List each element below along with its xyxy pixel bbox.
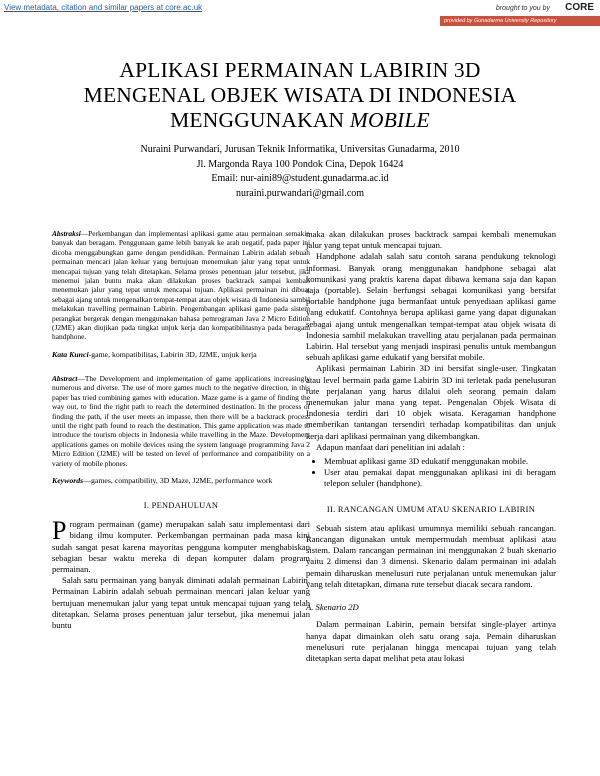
paper-title xyxy=(40,58,560,133)
title-line-3-plain: MENGGUNAKAN xyxy=(170,108,350,132)
title-line-3 xyxy=(40,108,560,133)
right-paragraph-manfaat: Adapun manfaat dari penelitian ini adalah : xyxy=(316,441,465,452)
abstract-label: Abstract xyxy=(52,373,78,383)
abstrak-label: Abstraksi xyxy=(52,229,81,238)
intro-paragraph-2: Salah satu permainan yang banyak diminati adalah permainan Labirin. Permainan Labirin adalah sebuah permainan mencari jalan keluar yang bertujuan menemukan jalur yang tepat untuk mencapai tujuan yang telah ditetapkan. Selama proses penentuan jalur tersebut, jika menemui jalan buntu xyxy=(52,575,310,630)
core-logo[interactable]: CORE xyxy=(565,2,594,13)
benefit-item-2: • User atau pemakai dapat menggunakan aplikasi ini di beragam telepon seluler (handphone). xyxy=(324,467,556,489)
title-line-3-italic: MOBILE xyxy=(349,108,430,132)
keywords-text: —games, compatibility, 3D Maze, J2ME, performance work xyxy=(83,475,273,485)
title-line-1: APLIKASI PERMAINAN LABIRIN 3D xyxy=(119,58,481,82)
rancangan-paragraph: Sebuah sistem atau aplikasi umumnya memiliki sebuah rancangan. Rancangan digunakan untuk mempermudah membuat aplikasi atau sistem. Dalam rancangan permainan ini menggunakan 2 buah skenario yaitu 2 dimensi dan 3 dimensi. Skenario dalam permainan ini adalah pemain diharuskan menelusuri rute perjalanan untuk menemukan jalur yang telah ditetapkan, dimana rute tersebut diacak secara random. xyxy=(306,522,556,589)
benefit-list xyxy=(306,456,556,490)
benefit-item-1: • Membuat aplikasi game 3D edukatif menggunakan mobile. xyxy=(324,456,556,467)
kata-kunci xyxy=(52,350,310,360)
author-email-2: nuraini.purwandari@gmail.com xyxy=(235,187,365,199)
right-paragraph-0: maka akan dilakukan proses backtrack sampai kembali menemukan jalur yang tepat untuk mencapai tujuan. xyxy=(306,229,556,251)
skenario-2d-paragraph: Dalam permainan Labirin, pemain bersifat single-player artinya hanya dapat dimainkan oleh satu orang saja. Pemain diharuskan menelusuri rute perjalanan hingga mencapai tujuan yang telah ditetapkan serta dapat melihat peta atau lokasi xyxy=(306,619,556,663)
abstrak xyxy=(52,229,310,342)
intro-paragraph-1 xyxy=(52,516,310,575)
author-affiliation: Nuraini Purwandari, Jurusan Teknik Informatika, Universitas Gunadarma, 2010 xyxy=(140,144,460,155)
title-line-2: MENGENAL OBJEK WISATA DI INDONESIA xyxy=(83,83,517,107)
keywords xyxy=(52,476,310,486)
subsection-heading-skenario-2d: A. Skenario 2D xyxy=(306,602,359,613)
left-column xyxy=(52,229,310,631)
intro-paragraph-1-text: rogram permainan (game) merupakan salah satu implementasi dari bidang ilmu komputer. Perkembangan permainan pada masa kini sudah sangat pesat karena mayoritas pengguna komputer menghabiskan sebagian besar waktu mereka di depan komputer dalam program permainan. xyxy=(52,519,310,574)
drop-cap: P xyxy=(52,516,67,546)
kata-kunci-text: -game, kompatibilitas, Labirin 3D, J2ME, unjuk kerja xyxy=(88,349,257,359)
provided-by-banner[interactable]: provided by Gunadarma University Repository xyxy=(440,16,600,26)
right-column xyxy=(306,229,556,664)
abstrak-text: —Perkembangan dan implementasi aplikasi game atau permainan semakin banyak dan beragam. Penggunaan game lebih banyak ke arah negatif, pada paper ini dicoba menggabungkan game dengan pendidikan. Permainan Labirin adalah sebuah permainan mencari jalan keluar yang bertujuan menemukan jalur yang tepat untuk mencapai tujuan yang telah ditetapkan. Selama proses penentuan jalur tersebut, jika menemui jalan buntu maka akan dilakukan proses backtrack sampai kembali menemukan jalur yang tepat untuk mencapai tujuan. Aplikasi permainan ini dibuat sebagai ajang untuk mengenalkan tempat-tempat atau objek wisata di Indonesia sambil melakukan travelling permainan Labirin. Pengembangan aplikasi game pada sistem perangkat bergerak dengan menggunakan bahasa pemrograman Java 2 Micro Edition (J2ME) akan diujikan pada tingkat unjuk kerja dan kompatibilitasnya pada beragam handphone. xyxy=(52,229,310,342)
core-metadata-link[interactable]: View metadata, citation and similar papers at core.ac.uk xyxy=(4,3,203,12)
author-email-1: Email: nur-aini89@student.gunadarma.ac.id xyxy=(211,173,389,184)
author-block xyxy=(100,143,500,201)
abstract-en xyxy=(52,374,310,468)
abstract-text: —The Development and implementation of game applications increasingly numerous and diverse. The use of more games much to the negative direction, in this paper has tried combining games with education. Maze game is a game of finding the way out, to find the right path to reach the determined destination. In the process of finding the path, if the user meets an impasse, then there will be a backtrack process until the right path found to reach the destination. This game application was made to introduce the tourism objects in Indonesia while travelling in the Maze. Development applications games on mobile devices using the system language programming Java 2 Micro Edition (J2ME) will be tested on level of performance and compatibility on a variety of mobile phones. xyxy=(52,373,310,468)
core-banner xyxy=(0,0,600,26)
section-heading-pendahuluan: I. PENDAHULUAN xyxy=(143,500,219,510)
brought-by-text: brought to you by xyxy=(495,5,550,12)
keywords-label: Keywords xyxy=(52,475,84,485)
section-heading-rancangan: II. RANCANGAN UMUM ATAU SKENARIO LABIRIN xyxy=(326,504,536,514)
right-paragraph-handphone: Handphone adalah salah satu contoh sarana pendukung teknologi informasi. Banyak orang menggunakan handphone sebagai alat komunikasi yang praktis karena dapat dibawa kemana saja dan kapan saja (portable). Selain berfungsi sebagai komunikasi yang bersifat portable handphone juga bermanfaat untuk penyediaan aplikasi game yang edukatif. Contohnya berupa aplikasi game yang dapat digunakan sebagai ajang untuk mengenalkan tempat-tempat atau objek wisata di Indonesia sambil melakukan travelling atau perjalanan pada permainan Labirin. Hal tersebut yang menjadi inspirasi penulis untuk membangun sebuah aplikasi game edukatif yang bersifat mobile. xyxy=(306,251,556,363)
author-address: Jl. Margonda Raya 100 Pondok Cina, Depok 16424 xyxy=(196,158,404,170)
kata-kunci-label: Kata Kunci xyxy=(52,349,89,359)
right-paragraph-labirin: Aplikasi permainan Labirin 3D ini bersifat single-user. Tingkatan atau level bermain pada game Labirin 3D ini terletak pada penelusuran rute perjalanan yang harus dilalui oleh seorang pemain dalam menemukan jalur mana yang tepat. Pengenalan Objek Wisata di Indonesia terdiri dari 10 objek wisata. Keragaman handphone memberikan tantangan tersendiri terhadap kompatibilitas dan unjuk kerja dari aplikasi permainan yang dikembangkan. xyxy=(306,363,556,441)
